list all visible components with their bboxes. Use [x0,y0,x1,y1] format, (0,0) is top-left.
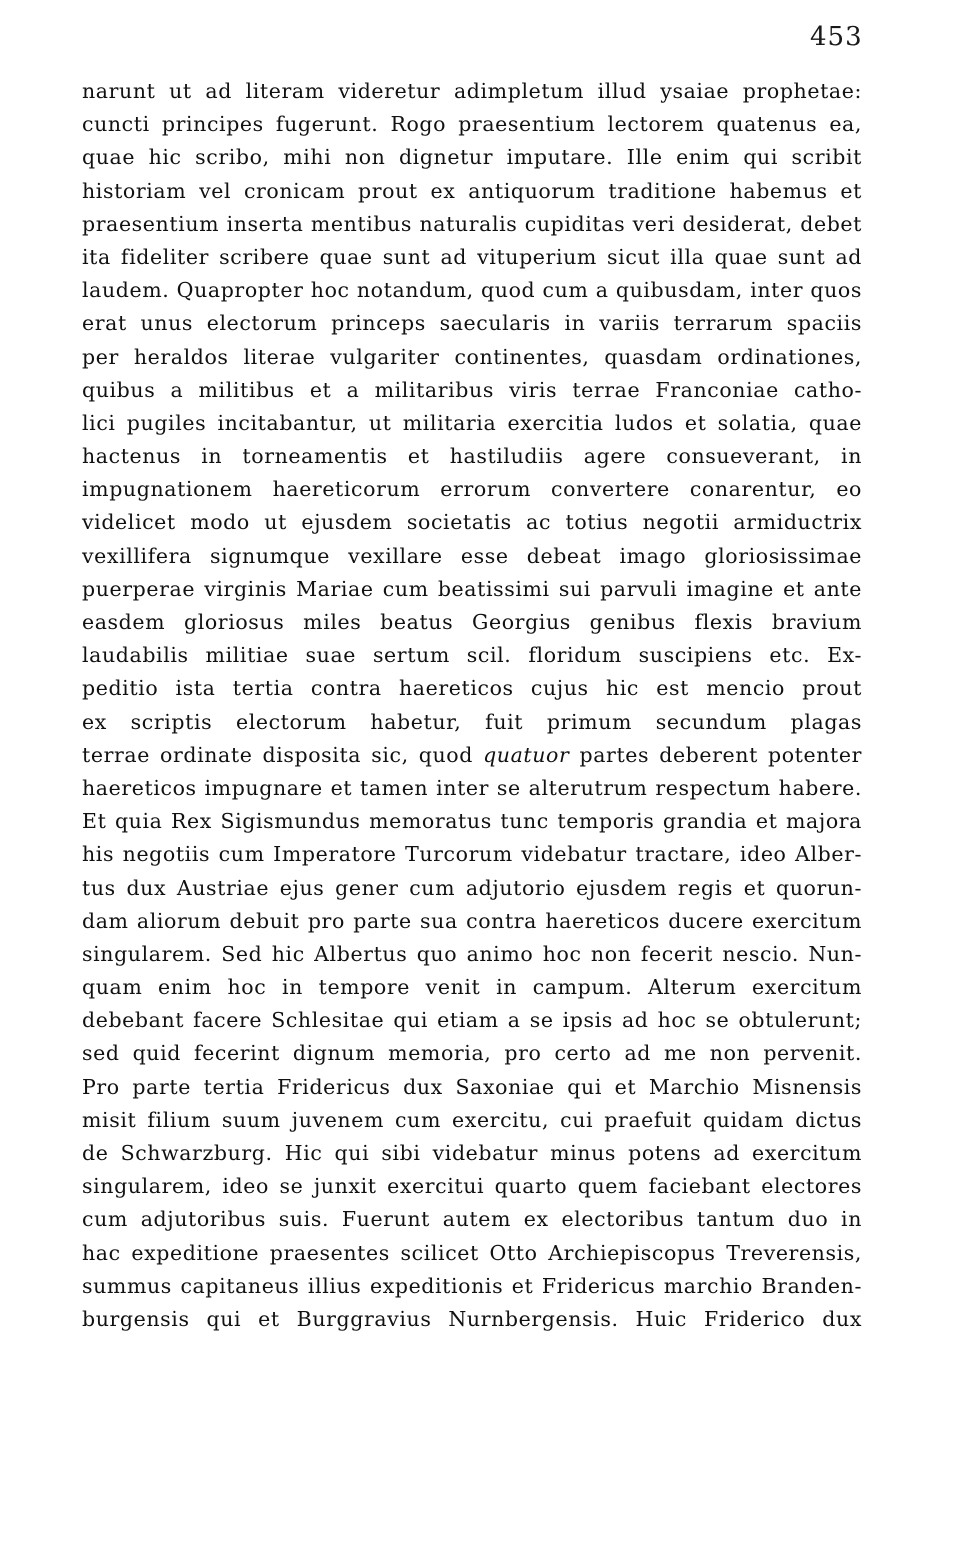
text-segment: erat unus electorum princeps saecularis in variis terrarum spaciis [82,311,862,336]
text-line [82,1004,862,1037]
text-line [82,1237,862,1270]
text-line [82,805,862,838]
text-line [82,905,862,938]
text-line [82,772,862,805]
text-line [82,971,862,1004]
text-segment: quibus a militibus et a militaribus viris terrae Franconiae catho- [82,377,862,402]
text-line [82,672,862,705]
text-line [82,872,862,905]
text-line [82,838,862,871]
text-segment: laudem. Quapropter hoc notandum, quod cum a quibusdam, inter quos [82,278,862,303]
text-segment: per heraldos literae vulgariter continentes, quasdam ordinationes, [82,344,862,369]
italic-word: quatuor [483,742,570,767]
text-line [82,1071,862,1104]
text-line [82,506,862,539]
text-line [82,407,862,440]
text-segment: summus capitaneus illius expeditionis et Fridericus marchio Branden- [82,1273,862,1298]
text-segment: tus dux Austriae ejus gener cum adjutorio ejusdem regis et quorun- [82,875,862,900]
text-segment: burgensis qui et Burggravius Nurnbergensis. Huic Friderico dux [82,1306,862,1331]
text-segment: historiam vel cronicam prout ex antiquorum traditione habemus et [82,178,862,203]
text-segment: quae hic scribo, mihi non dignetur imputare. Ille enim qui scribit [82,145,862,170]
text-segment: dam aliorum debuit pro parte sua contra haereticos ducere exercitum [82,908,862,933]
text-segment: his negotiis cum Imperatore Turcorum videbatur tractare, ideo Alber- [82,842,862,867]
text-line [82,1137,862,1170]
text-line [82,473,862,506]
text-line [82,1104,862,1137]
text-segment: praesentium inserta mentibus naturalis cupiditas veri desiderat, debet [82,211,862,236]
text-segment: lici pugiles incitabantur, ut militaria exercitia ludos et solatia, quae [82,410,862,435]
text-segment: peditio ista tertia contra haereticos cujus hic est mencio prout [82,676,862,701]
text-segment: Et quia Rex Sigismundus memoratus tunc temporis grandia et majora [82,809,862,834]
text-segment: ita fideliter scribere quae sunt ad vituperium sicut illa quae sunt ad [82,244,862,269]
text-line [82,274,862,307]
text-segment: laudabilis militiae suae sertum scil. floridum suscipiens etc. Ex- [82,643,862,668]
text-line [82,241,862,274]
text-segment: sed quid fecerint dignum memoria, pro certo ad me non pervenit. [82,1041,862,1066]
text-segment: singularem. Sed hic Albertus quo animo hoc non fecerit nescio. Nun- [82,941,862,966]
text-line [82,208,862,241]
text-segment: impugnationem haereticorum errorum convertere conarentur, eo [82,477,862,502]
text-line [82,141,862,174]
text-line [82,1270,862,1303]
text-line [82,639,862,672]
text-line [82,75,862,108]
text-segment: hac expeditione praesentes scilicet Otto Archiepiscopus Treverensis, [82,1240,862,1265]
text-line [82,175,862,208]
body-text [82,75,862,1336]
text-segment: easdem gloriosus miles beatus Georgius genibus flexis bravium [82,610,862,634]
text-line [82,540,862,573]
text-segment: vexillifera signumque vexillare esse debeat imago gloriosissimae [82,543,862,568]
text-segment: partes deberent potenter [569,742,863,767]
text-segment: narunt ut ad literam videretur adimpletum illud ysaiae prophetae: [82,79,862,103]
text-segment: videlicet modo ut ejusdem societatis ac totius negotii armiductrix [82,510,862,535]
text-segment: ex scriptis electorum habetur, fuit primum secundum plagas [82,709,862,734]
text-segment: de Schwarzburg. Hic qui sibi videbatur minus potens ad exercitum [82,1141,862,1165]
text-line [82,573,862,606]
text-segment: hactenus in torneamentis et hastiludiis agere consueverant, in [82,444,862,469]
page-number: 453 [810,22,863,52]
text-line [82,1203,862,1236]
text-segment: terrae ordinate disposita sic, quod [82,742,484,767]
text-segment: quam enim hoc in tempore venit in campum. Alterum exercitum [82,975,862,1000]
text-segment: haereticos impugnare et tamen inter se alterutrum respectum habere. [82,775,862,800]
text-segment: debebant facere Schlesitae qui etiam a se ipsis ad hoc se obtulerunt; [82,1008,862,1033]
text-line [82,706,862,739]
text-line [82,739,862,772]
text-segment: cuncti principes fugerunt. Rogo praesentium lectorem quatenus ea, [82,112,862,137]
text-line [82,1170,862,1203]
text-line [82,1303,862,1336]
text-line [82,1037,862,1070]
text-segment: cum adjutoribus suis. Fuerunt autem ex electoribus tantum duo in [82,1207,862,1232]
text-segment: Pro parte tertia Fridericus dux Saxoniae qui et Marchio Misnensis [82,1074,862,1099]
text-segment: misit filium suum juvenem cum exercitu, cui praefuit quidam dictus [82,1107,862,1132]
text-segment: singularem, ideo se junxit exercitui quarto quem faciebant electores [82,1174,862,1199]
text-line [82,440,862,473]
text-segment: puerperae virginis Mariae cum beatissimi sui parvuli imagine et ante [82,576,862,601]
text-line [82,307,862,340]
text-line [82,341,862,374]
text-line [82,606,862,639]
text-line [82,374,862,407]
text-line [82,108,862,141]
text-line [82,938,862,971]
